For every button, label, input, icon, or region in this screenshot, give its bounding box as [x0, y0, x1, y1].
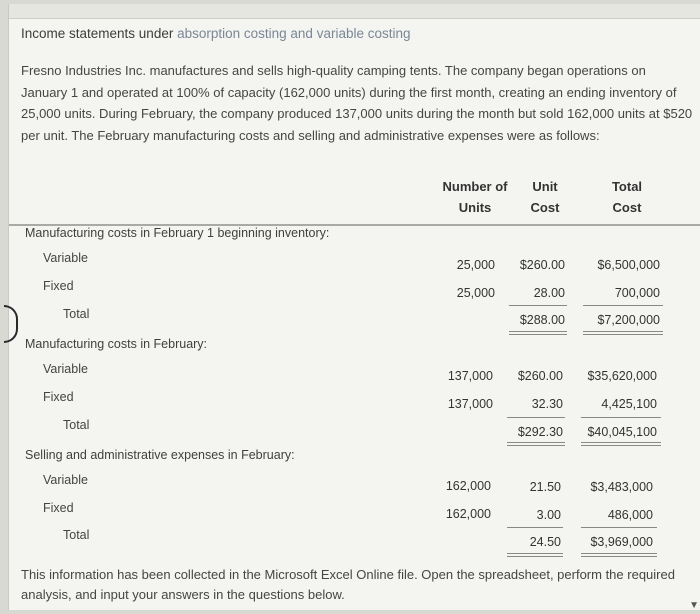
cell-unit-cost: 24.50: [529, 535, 561, 549]
cell-units: 162,000: [445, 479, 491, 493]
cell-unit-cost: $260.00: [517, 369, 563, 383]
header-unit-cost-line2: Cost: [530, 200, 560, 215]
cell-unit-cost: 21.50: [529, 480, 561, 494]
cell-unit-cost: 3.00: [536, 508, 561, 522]
cell-unit-cost: $292.30: [517, 425, 563, 439]
cell-total-cost: $3,483,000: [590, 480, 653, 494]
row-label: Fixed: [43, 279, 74, 293]
instructions-footer: This information has been collected in the Microsoft Excel Online file. Open the spreadsheet, perform the required analysis, and input your answers in the questions below.: [21, 567, 675, 602]
problem-intro: Fresno Industries Inc. manufactures and sells high-quality camping tents. The company began operations on January 1 and operated at 100% of capacity (162,000 units) during the first month, creating an ending inventory of 25,000 units. During February, the company produced 137,000 units during the month but sold 162,000 units at $520 per unit. The February manufacturing costs and selling and administrative expenses were as follows:: [21, 63, 693, 143]
row-label: Fixed: [43, 390, 74, 404]
problem-page: [8, 4, 700, 610]
section-title: Manufacturing costs in February 1 beginning inventory:: [25, 226, 330, 240]
cell-total-cost: $6,500,000: [597, 258, 660, 272]
cell-unit-cost: 28.00: [533, 286, 565, 300]
row-label: Total: [63, 418, 90, 432]
cell-total-cost: $40,045,100: [587, 425, 657, 439]
header-units-line2: Units: [458, 200, 492, 215]
cell-units: 25,000: [456, 286, 495, 300]
header-total-cost: [591, 176, 663, 218]
subtotal-rule: [507, 527, 563, 528]
cell-units: 162,000: [445, 507, 491, 521]
subtotal-rule: [583, 305, 663, 306]
scroll-down-arrow-icon[interactable]: ▼: [689, 600, 699, 611]
cell-unit-cost: 32.30: [531, 397, 563, 411]
row-label: Total: [63, 307, 90, 321]
top-bar: [9, 4, 700, 19]
cell-total-cost: 4,425,100: [601, 397, 657, 411]
section-title: Selling and administrative expenses in February:: [25, 448, 295, 462]
subtotal-rule: [507, 417, 565, 418]
problem-title: [21, 26, 411, 41]
cell-units: 137,000: [447, 369, 493, 383]
total-double-rule: [507, 442, 565, 446]
cell-total-cost: $7,200,000: [597, 313, 660, 327]
cell-units: 137,000: [447, 397, 493, 411]
total-double-rule: [507, 553, 563, 557]
total-double-rule: [581, 553, 657, 557]
section-title: Manufacturing costs in February:: [25, 337, 208, 351]
header-number-of-units: [429, 176, 521, 218]
header-unit-cost-line1: Unit: [532, 179, 558, 194]
header-total-line2: Cost: [612, 200, 642, 215]
subtotal-rule: [581, 417, 661, 418]
total-double-rule: [581, 442, 661, 446]
row-label: Variable: [43, 362, 88, 376]
cell-total-cost: $35,620,000: [587, 369, 657, 383]
total-double-rule: [583, 331, 663, 335]
subtotal-rule: [509, 305, 567, 306]
cell-unit-cost: $288.00: [519, 313, 565, 327]
row-label: Total: [63, 528, 90, 542]
title-highlight-link[interactable]: absorption costing and variable costing: [177, 26, 411, 41]
margin-bracket-mark: [4, 305, 18, 343]
subtotal-rule: [581, 527, 657, 528]
header-total-line1: Total: [611, 179, 643, 194]
row-label: Fixed: [43, 501, 74, 515]
cell-unit-cost: $260.00: [519, 258, 565, 272]
row-label: Variable: [43, 473, 88, 487]
total-double-rule: [509, 331, 567, 335]
cell-total-cost: 700,000: [614, 286, 660, 300]
cell-total-cost: 486,000: [607, 508, 653, 522]
header-units-line1: Number of: [442, 179, 508, 194]
cell-units: 25,000: [456, 258, 495, 272]
title-prefix: Income statements under: [21, 26, 178, 41]
cell-total-cost: $3,969,000: [590, 535, 653, 549]
row-label: Variable: [43, 251, 88, 265]
header-unit-cost: [517, 176, 573, 218]
